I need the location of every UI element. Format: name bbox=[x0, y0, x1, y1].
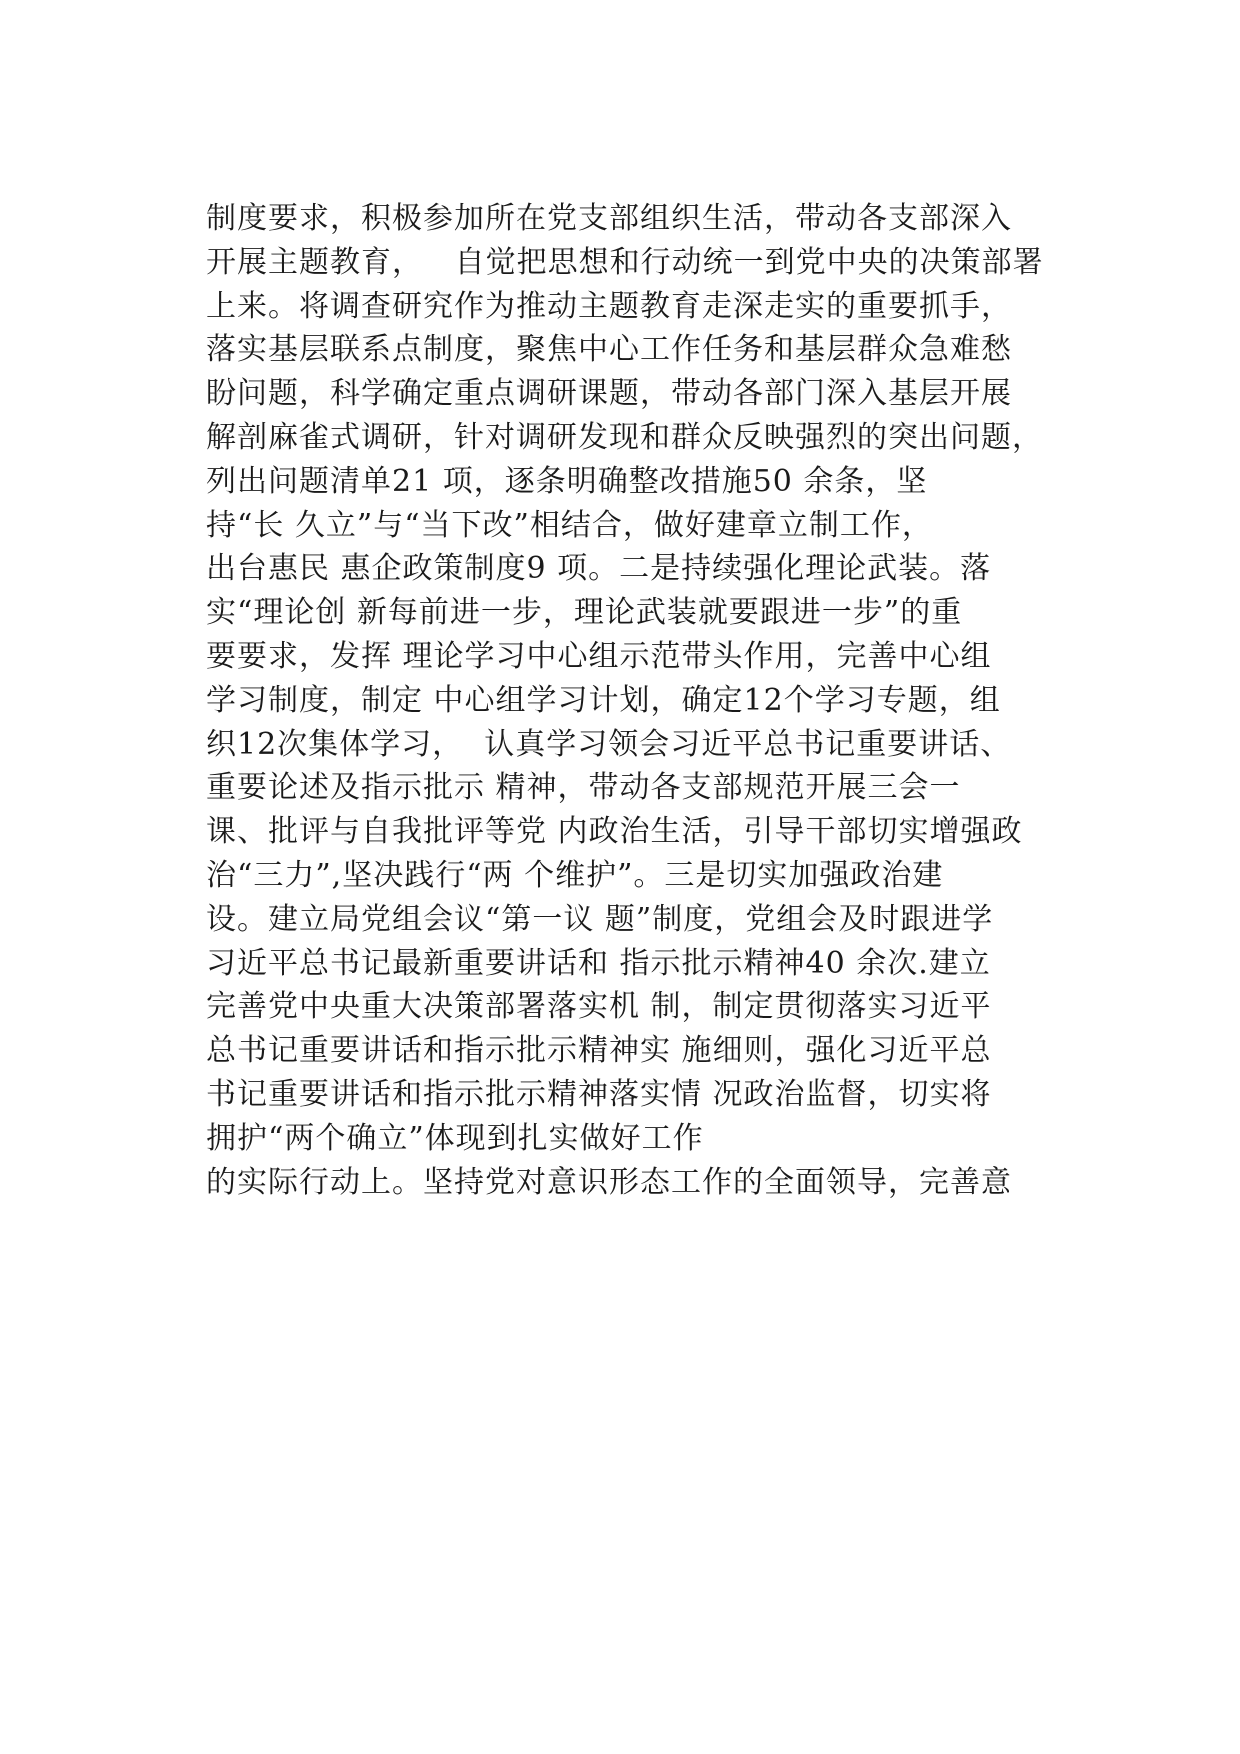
text-line: 治“三力”,坚决践行“两 个维护”。三是切实加强政治建 bbox=[206, 857, 944, 893]
text-line: 制度要求，积极参加所在党支部组织生活，带动各支部深入 bbox=[206, 201, 1012, 236]
text-line: 总书记重要讲话和指示批示精神实 施细则，强化习近平总 bbox=[206, 1033, 992, 1069]
text-line: 完善党中央重大决策部署落实机 制，制定贯彻落实习近平 bbox=[206, 989, 992, 1025]
text-line: 书记重要讲话和指示批示精神落实情 况政治监督，切实将 bbox=[206, 1076, 992, 1112]
text-line: 织12次集体学习， 认真学习领会习近平总书记重要讲话、 bbox=[206, 726, 1012, 762]
text-line: 落实基层联系点制度，聚焦中心工作任务和基层群众急难愁 bbox=[206, 332, 1012, 368]
text-line: 的实际行动上。坚持党对意识形态工作的全面领导，完善意 bbox=[206, 1164, 1012, 1200]
text-line: 要要求，发挥 理论学习中心组示范带头作用，完善中心组 bbox=[206, 638, 992, 674]
text-line: 盼问题，科学确定重点调研课题，带动各部门深入基层开展 bbox=[206, 376, 1012, 412]
text-line: 设。建立局党组会议“第一议 题”制度，党组会及时跟进学 bbox=[206, 901, 994, 937]
text-line: 重要论述及指示批示 精神，带动各支部规范开展三会一 bbox=[206, 770, 961, 806]
text-line: 学习制度，制定 中心组学习计划，确定12个学习专题，组 bbox=[206, 682, 1001, 718]
text-line: 习近平总书记最新重要讲话和 指示批示精神40 余次.建立 bbox=[206, 945, 991, 981]
text-line: 拥护“两个确立”体现到扎实做好工作 bbox=[206, 1120, 704, 1156]
text-line: 列出问题清单21 项，逐条明确整改措施50 余条，坚 bbox=[206, 463, 928, 499]
text-line: 上来。将调查研究作为推动主题教育走深走实的重要抓手， bbox=[206, 288, 1012, 324]
text-line: 出台惠民 惠企政策制度9 项。二是持续强化理论武装。落 bbox=[206, 551, 992, 587]
text-line: 解剖麻雀式调研，针对调研发现和群众反映强烈的突出问题， bbox=[206, 419, 1043, 455]
body-text bbox=[206, 197, 1086, 1204]
text-line: 开展主题教育， 自觉把思想和行动统一到党中央的决策部署 bbox=[206, 244, 1044, 280]
text-line: 实“理论创 新每前进一步，理论武装就要跟进一步”的重 bbox=[206, 595, 963, 631]
text-line: 课、批评与自我批评等党 内政治生活，引导干部切实增强政 bbox=[206, 814, 1023, 850]
text-line: 持“长 久立”与“当下改”相结合，做好建章立制工作， bbox=[206, 507, 933, 543]
